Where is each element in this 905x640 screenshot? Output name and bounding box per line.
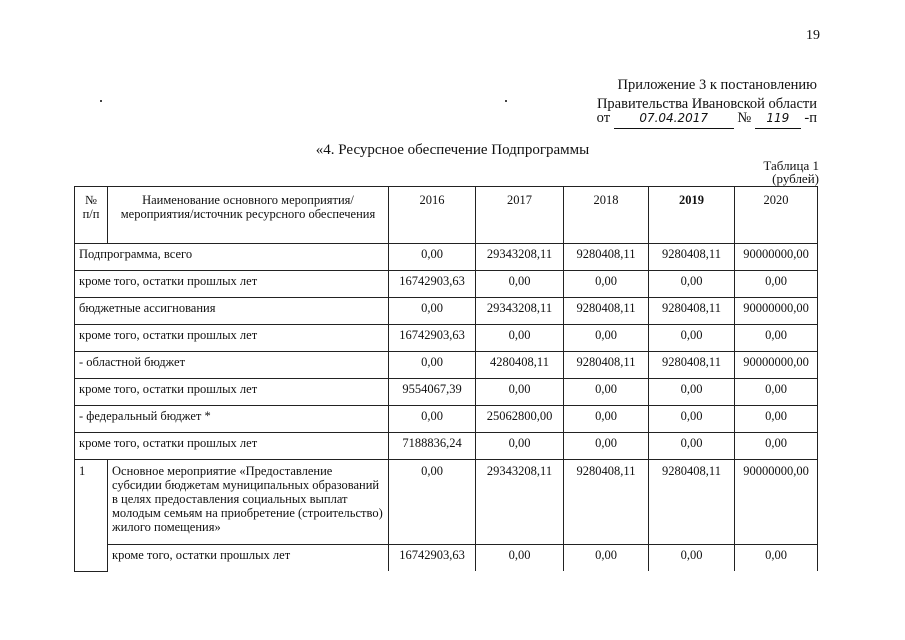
cell-2019: 9280408,11 <box>649 298 735 325</box>
cell-2018: 0,00 <box>564 545 649 572</box>
cell-2020: 0,00 <box>735 325 818 352</box>
cell-2017: 0,00 <box>476 325 564 352</box>
cell-2019: 0,00 <box>649 545 735 572</box>
appendix-line-1: Приложение 3 к постановлению <box>617 77 817 93</box>
appendix-date-line <box>597 109 817 129</box>
cell-2018: 0,00 <box>564 379 649 406</box>
cell-2018: 9280408,11 <box>564 460 649 545</box>
cell-2016: 16742903,63 <box>389 325 476 352</box>
table-row <box>75 352 818 379</box>
table-header-row <box>75 187 818 244</box>
cell-2017: 4280408,11 <box>476 352 564 379</box>
header-2020: 2020 <box>735 187 818 244</box>
cell-2016: 0,00 <box>389 460 476 545</box>
cell-2020: 0,00 <box>735 406 818 433</box>
cell-2019: 9280408,11 <box>649 460 735 545</box>
table-row <box>75 433 818 460</box>
row-label: - федеральный бюджет * <box>75 406 389 433</box>
cell-2020: 90000000,00 <box>735 460 818 545</box>
cell-2020: 0,00 <box>735 433 818 460</box>
cell-2018: 0,00 <box>564 433 649 460</box>
header-name: Наименование основного мероприятия/мероприятия/источник ресурсного обеспечения <box>108 187 389 244</box>
row-label: кроме того, остатки прошлых лет <box>75 379 389 406</box>
row-label: кроме того, остатки прошлых лет <box>108 545 389 572</box>
cell-2016: 0,00 <box>389 406 476 433</box>
header-2019: 2019 <box>649 187 735 244</box>
units-label: (рублей) <box>772 171 819 186</box>
resource-table <box>74 186 818 572</box>
cell-2018: 0,00 <box>564 271 649 298</box>
cell-2018: 0,00 <box>564 406 649 433</box>
scan-mark <box>100 100 102 102</box>
cell-2016: 16742903,63 <box>389 545 476 572</box>
cell-2019: 0,00 <box>649 406 735 433</box>
cell-2017: 0,00 <box>476 379 564 406</box>
scan-mark <box>505 100 507 102</box>
row-label: кроме того, остатки прошлых лет <box>75 433 389 460</box>
table-row <box>75 271 818 298</box>
handwritten-number: 119 <box>755 109 801 129</box>
cell-2016: 7188836,24 <box>389 433 476 460</box>
header-2016: 2016 <box>389 187 476 244</box>
cell-2018: 9280408,11 <box>564 352 649 379</box>
cell-2017: 29343208,11 <box>476 298 564 325</box>
cell-2017: 0,00 <box>476 545 564 572</box>
cell-2020: 90000000,00 <box>735 298 818 325</box>
page-number: 19 <box>806 28 820 43</box>
cell-2018: 0,00 <box>564 325 649 352</box>
section-heading: «4. Ресурсное обеспечение Подпрограммы <box>315 142 590 158</box>
number-suffix: -п <box>804 110 817 126</box>
row-label: Основное мероприятие «Предоставление субсидии бюджетам муниципальных образований в целях предоставления социальных выплат молодым семьям на приобретение (строительство) жилого помещения» <box>108 460 389 545</box>
cell-2016: 9554067,39 <box>389 379 476 406</box>
header-no: № п/п <box>75 187 108 244</box>
cell-2020: 0,00 <box>735 379 818 406</box>
cell-2016: 0,00 <box>389 298 476 325</box>
cell-2017: 0,00 <box>476 433 564 460</box>
table-row-main-activity <box>75 460 818 545</box>
table-row <box>75 379 818 406</box>
table-row <box>75 545 818 572</box>
row-label: - областной бюджет <box>75 352 389 379</box>
cell-2016: 0,00 <box>389 352 476 379</box>
row-label: бюджетные ассигнования <box>75 298 389 325</box>
header-2017: 2017 <box>476 187 564 244</box>
item-number: 1 <box>75 460 108 572</box>
cell-2019: 0,00 <box>649 271 735 298</box>
row-label: Подпрограмма, всего <box>75 244 389 271</box>
cell-2020: 0,00 <box>735 545 818 572</box>
cell-2019: 0,00 <box>649 325 735 352</box>
cell-2019: 0,00 <box>649 379 735 406</box>
cell-2017: 25062800,00 <box>476 406 564 433</box>
cell-2017: 0,00 <box>476 271 564 298</box>
table-row <box>75 298 818 325</box>
row-label: кроме того, остатки прошлых лет <box>75 271 389 298</box>
row-label: кроме того, остатки прошлых лет <box>75 325 389 352</box>
from-label: от <box>596 110 611 126</box>
table-row <box>75 325 818 352</box>
appendix-line-2: Правительства Ивановской области <box>596 96 817 112</box>
cell-2017: 29343208,11 <box>476 244 564 271</box>
cell-2018: 9280408,11 <box>564 298 649 325</box>
cell-2017: 29343208,11 <box>476 460 564 545</box>
cell-2019: 9280408,11 <box>649 352 735 379</box>
cell-2020: 90000000,00 <box>735 352 818 379</box>
handwritten-date: 07.04.2017 <box>614 109 734 129</box>
cell-2016: 0,00 <box>389 244 476 271</box>
table-row <box>75 406 818 433</box>
table-row <box>75 244 818 271</box>
cell-2020: 90000000,00 <box>735 244 818 271</box>
cell-2019: 9280408,11 <box>649 244 735 271</box>
cell-2019: 0,00 <box>649 433 735 460</box>
cell-2020: 0,00 <box>735 271 818 298</box>
cell-2018: 9280408,11 <box>564 244 649 271</box>
header-2018: 2018 <box>564 187 649 244</box>
number-label: № <box>737 110 752 126</box>
table-label: Таблица 1 <box>763 158 819 173</box>
cell-2016: 16742903,63 <box>389 271 476 298</box>
